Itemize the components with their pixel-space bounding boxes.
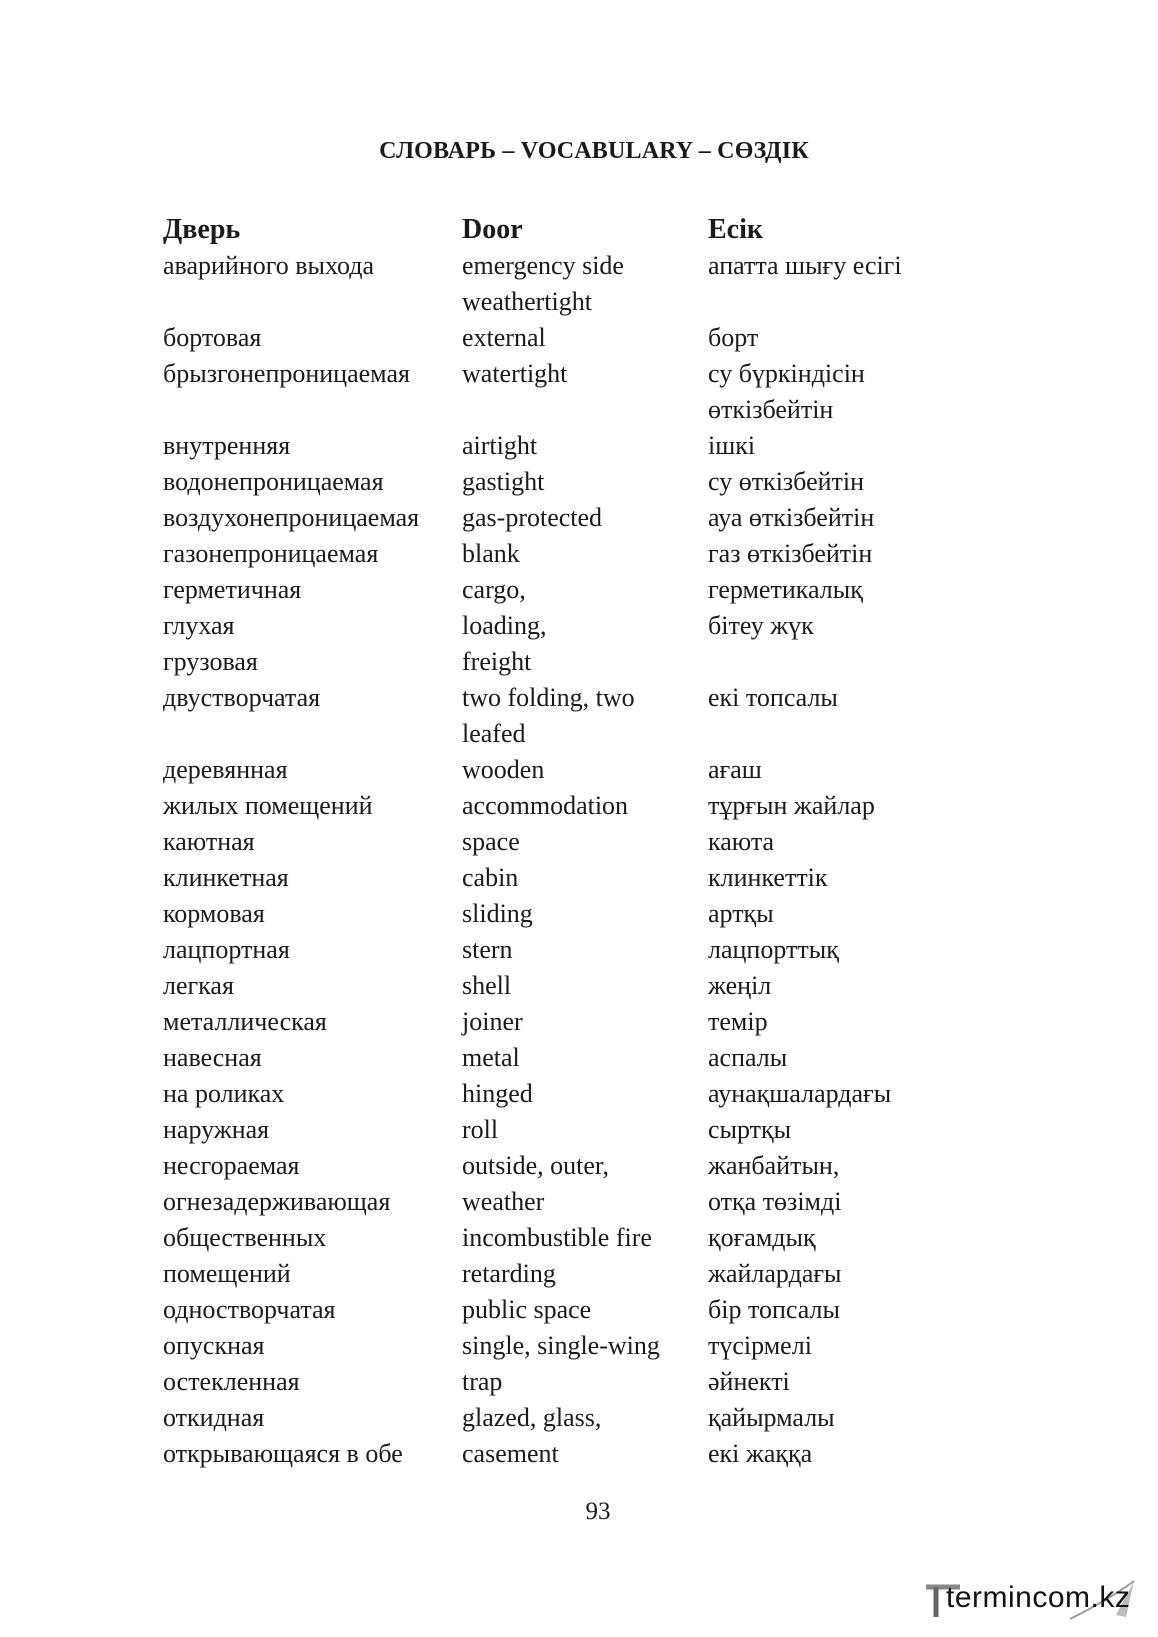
english-term: joiner [462,1007,523,1036]
table-row [163,1076,983,1112]
kazakh-term: екі топсалы [708,683,838,712]
russian-term: аварийного выхода [163,251,375,280]
russian-term: внутренняя [163,431,291,460]
kazakh-term: каюта [708,827,775,856]
russian-term: водонепроницаемая [163,467,384,496]
english-term: casement [462,1439,559,1468]
table-row [163,1256,983,1292]
table-header [163,212,983,248]
table-row [163,968,983,1004]
english-term: gas-protected [462,503,603,532]
table-row [163,932,983,968]
russian-term: воздухонепроницаемая [163,503,420,532]
russian-term: металлическая [163,1007,327,1036]
kazakh-term: түсірмелі [708,1331,812,1360]
english-term: metal [462,1043,520,1072]
table-row [163,1148,983,1184]
english-term: cabin [462,863,519,892]
russian-term: одностворчатая [163,1295,336,1324]
table-row [163,572,983,608]
kazakh-term: отқа төзімді [708,1187,842,1216]
russian-term: на роликах [163,1079,285,1108]
english-term: trap [462,1367,503,1396]
english-term: gastight [462,467,545,496]
russian-term: опускная [163,1331,265,1360]
watermark-text: termincom.kz [946,1581,1131,1614]
russian-term: огнезадерживающая [163,1187,391,1216]
english-term: stern [462,935,513,964]
page-number: 93 [585,1498,611,1525]
english-term: glazed, glass, [462,1403,602,1432]
russian-term: кормовая [163,899,265,928]
russian-term: откидная [163,1403,265,1432]
kazakh-term: тұрғын жайлар [708,791,875,820]
table-row [163,464,983,500]
kazakh-term: жайлардағы [708,1259,842,1288]
table-row [163,752,983,788]
table-row [163,1220,983,1256]
kazakh-term: газ өткізбейтін [708,539,873,568]
russian-term: газонепроницаемая [163,539,379,568]
table-row [163,248,983,320]
kazakh-term: темір [708,1007,768,1036]
kazakh-term: борт [708,323,759,352]
table-row [163,1364,983,1400]
kazakh-term: бір топсалы [708,1295,840,1324]
english-term: loading, [462,611,547,640]
kazakh-term: жеңіл [708,971,772,1000]
russian-term: открывающаяся в обе [163,1439,403,1468]
table-row [163,1292,983,1328]
english-term: hinged [462,1079,533,1108]
english-term: accommodation [462,791,629,820]
kazakh-term: ауа өткізбейтін [708,503,875,532]
russian-term: глухая [163,611,235,640]
english-term: outside, outer, [462,1151,609,1180]
russian-term: брызгонепроницаемая [163,359,410,388]
kazakh-term: қоғамдық [708,1223,816,1252]
russian-term: клинкетная [163,863,289,892]
vocabulary-table [163,212,983,1472]
english-term: freight [462,647,532,676]
russian-term: жилых помещений [163,791,373,820]
table-row [163,1436,983,1472]
kazakh-term: аспалы [708,1043,788,1072]
table-row [163,536,983,572]
english-term: watertight [462,359,568,388]
kazakh-term: лацпорттық [708,935,839,964]
table-row [163,896,983,932]
table-row [163,824,983,860]
english-term: roll [462,1115,499,1144]
table-row [163,1040,983,1076]
russian-term: деревянная [163,755,288,784]
table-row [163,320,983,356]
russian-term: остекленная [163,1367,300,1396]
russian-term: каютная [163,827,255,856]
kazakh-term [708,644,983,680]
english-term: sliding [462,899,533,928]
table-row [163,680,983,752]
russian-term: грузовая [163,647,258,676]
page-title: СЛОВАРЬ – VOCABULARY – СӨЗДІК [379,138,809,164]
header-kazakh: Есік [708,214,764,245]
watermark-logo [920,1579,1140,1623]
english-term: cargo, [462,575,526,604]
table-row [163,644,983,680]
russian-term: лацпортная [163,935,290,964]
kazakh-term: ішкі [708,431,756,460]
english-term: wooden [462,755,545,784]
header-english: Door [462,214,523,245]
kazakh-term: артқы [708,899,774,928]
russian-term: навесная [163,1043,262,1072]
kazakh-term: қайырмалы [708,1403,835,1432]
table-row [163,428,983,464]
english-term: public space [462,1295,592,1324]
table-body [163,248,983,1472]
russian-term: герметичная [163,575,302,604]
kazakh-term: сыртқы [708,1115,792,1144]
kazakh-term: герметикалық [708,575,863,604]
russian-term: бортовая [163,323,262,352]
english-term: emergency side weathertight [462,251,624,316]
kazakh-term: аунақшалардағы [708,1079,892,1108]
table-row [163,1004,983,1040]
kazakh-term: клинкеттік [708,863,828,892]
kazakh-term: бітеу жүк [708,611,814,640]
table-row [163,1328,983,1364]
kazakh-term: екі жаққа [708,1439,813,1468]
english-term: single, single-wing [462,1331,660,1360]
russian-term: несгораемая [163,1151,300,1180]
english-term: incombustible fire [462,1223,652,1252]
english-term: retarding [462,1259,556,1288]
kazakh-term: ағаш [708,755,762,784]
table-row [163,1112,983,1148]
header-russian: Дверь [163,214,241,245]
table-row [163,860,983,896]
table-row [163,1400,983,1436]
english-term: blank [462,539,520,568]
russian-term: легкая [163,971,234,1000]
table-row [163,356,983,428]
table-row [163,788,983,824]
table-row [163,1184,983,1220]
english-term: space [462,827,520,856]
russian-term: помещений [163,1259,291,1288]
english-term: shell [462,971,512,1000]
table-row [163,608,983,644]
russian-term: двустворчатая [163,683,321,712]
kazakh-term: апатта шығу есігі [708,251,902,280]
kazakh-term: әйнекті [708,1367,790,1396]
english-term: two folding, two leafed [462,683,635,748]
russian-term: общественных [163,1223,327,1252]
russian-term: наружная [163,1115,270,1144]
kazakh-term: су бүркіндісін өткізбейтін [708,359,865,424]
english-term: airtight [462,431,538,460]
kazakh-term: су өткізбейтін [708,467,865,496]
english-term: external [462,323,546,352]
kazakh-term: жанбайтын, [708,1151,840,1180]
english-term: weather [462,1187,545,1216]
table-row [163,500,983,536]
